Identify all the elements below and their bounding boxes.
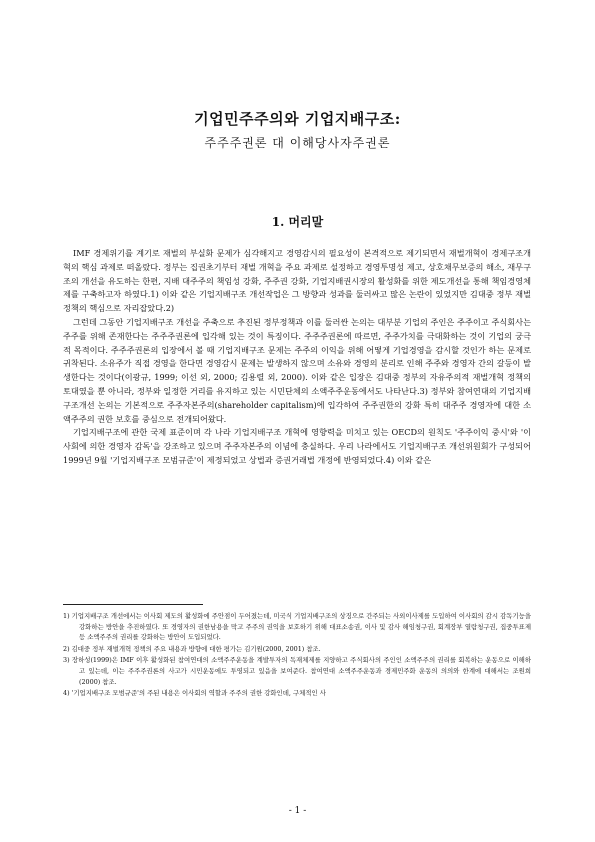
footnote: 2) 김대중 정부 재벌개혁 정책의 주요 내용과 방향에 대한 평가는 김기원(2000, 2001) 참조.	[63, 644, 321, 653]
paper-title: 기업민주주의와 기업지배구조:	[194, 110, 401, 128]
paper-subtitle: 주주주권론 대 이해당사자주권론	[204, 136, 391, 150]
footnotes	[63, 611, 531, 700]
page-number: - 1 -	[288, 806, 307, 816]
body-text	[63, 247, 531, 468]
footnote: 3) 장하성(1999)은 IMF 이후 활성화된 참여연대의 소액주주운동을 계발투자의 독재체제를 지양하고 주식회사의 주인인 소액주주의 권리를 회복하는 운동으로 이해하고 있는데, 이는 주주주권론의 사고가 시민운동에도 투영되고 있음을 보여준다. 참여연대 소액주주운동과 경제민주화 운동의 의의와 한계에 대해서는 조원희(2000) 참조.	[63, 656, 531, 686]
footnote-divider	[63, 604, 203, 605]
footnote: 4) '기업지배구조 모범규준'의 주된 내용은 이사회의 역할과 주주의 권한 강화인데, 구체적인 사	[63, 689, 326, 698]
section-heading: 1. 머리말	[271, 215, 324, 229]
paragraph: 그런데 그동안 기업지배구조 개선을 주축으로 추진된 정부정책과 이를 둘러싼 논의는 대부분 기업의 주인은 주주이고 주식회사는 주주를 위해 존재한다는 주주주권론에 입각해 있는 것이 특징이다. 주주주권론에 따르면, 주주가치를 극대화하는 것이 기업의 궁극적 목적이다. 주주주권론의 입장에서 볼 때 기업지배구조 문제는 주주의 이익을 위해 어떻게 기업경영을 감시할 것인가 하는 문제로 귀착된다. 소유주가 직접 경영을 한다면 경영감시 문제는 발생하지 않으며 소유와 경영의 분리로 인해 주주와 경영자 간의 갈등이 발생한다는 것이다(이광규, 1999; 이선 외, 2000; 김용렬 외, 2000). 이와 같은 입장은 김대중 정부의 자유주의적 재벌개혁 정책의 토대였을 뿐 아니라, 정부와 일정한 거리를 유지하고 있는 시민단체의 소액주주운동에서도 나타난다.3) 정부와 참여연대의 기업지배구조개선 논의는 기본적으로 주주자본주의(shareholder capitalism)에 입각하여 주주권한의 강화 특히 대주주 경영자에 대한 소액주주의 권한 보호를 중심으로 전개되어왔다.	[63, 316, 531, 424]
footnote: 1) 기업지배구조 개선에서는 이사회 제도의 활성화에 주안점이 두어졌는데, 미국식 기업지배구조의 상징으로 간주되는 사외이사제를 도입하여 이사회의 감시 감독기능을 강화하는 방안을 추진하였다. 또 경영자의 권한남용을 막고 주주의 권익을 보호하기 위해 대표소송권, 이사 및 감사 해임청구권, 회계장부 열람청구권, 집중투표제 등 소액주주의 권리를 강화하는 방안이 도입되었다.	[63, 612, 531, 642]
paragraph: IMF 경제위기를 계기로 재벌의 부실화 문제가 심각해지고 경영감시의 필요성이 본격적으로 제기되면서 재벌개혁이 경제구조개혁의 핵심 과제로 떠올랐다. 정부는 집권초기부터 재벌 개혁을 주요 과제로 설정하고 경영투명성 제고, 상호채무보증의 해소, 재무구조의 개선을 유도하는 한편, 지배 대주주의 책임성 강화, 주주권 강화, 기업지배권시장의 활성화를 위한 제도개선을 통해 책임경영체제를 구축하고자 하였다.1) 이와 같은 기업지배구조 개선작업은 그 방향과 성과를 둘러싸고 많은 논란이 있었지만 김대중 정부 재벌정책의 핵심으로 자리잡았다.2)	[63, 248, 531, 314]
paragraph: 기업지배구조에 관한 국제 표준이며 각 나라 기업지배구조 개혁에 영향력을 미치고 있는 OECD의 원칙도 '주주이익 중시'와 '이사회에 의한 경영자 감독'을 강조하고 있으며 주주자본주의 이념에 충실하다. 우리 나라에서도 기업지배구조 개선위원회가 구성되어 1999년 9월 '기업지배구조 모범규준'이 제정되었고 상법과 증권거래법 개정에 반영되었다.4) 이와 같은	[63, 427, 531, 465]
